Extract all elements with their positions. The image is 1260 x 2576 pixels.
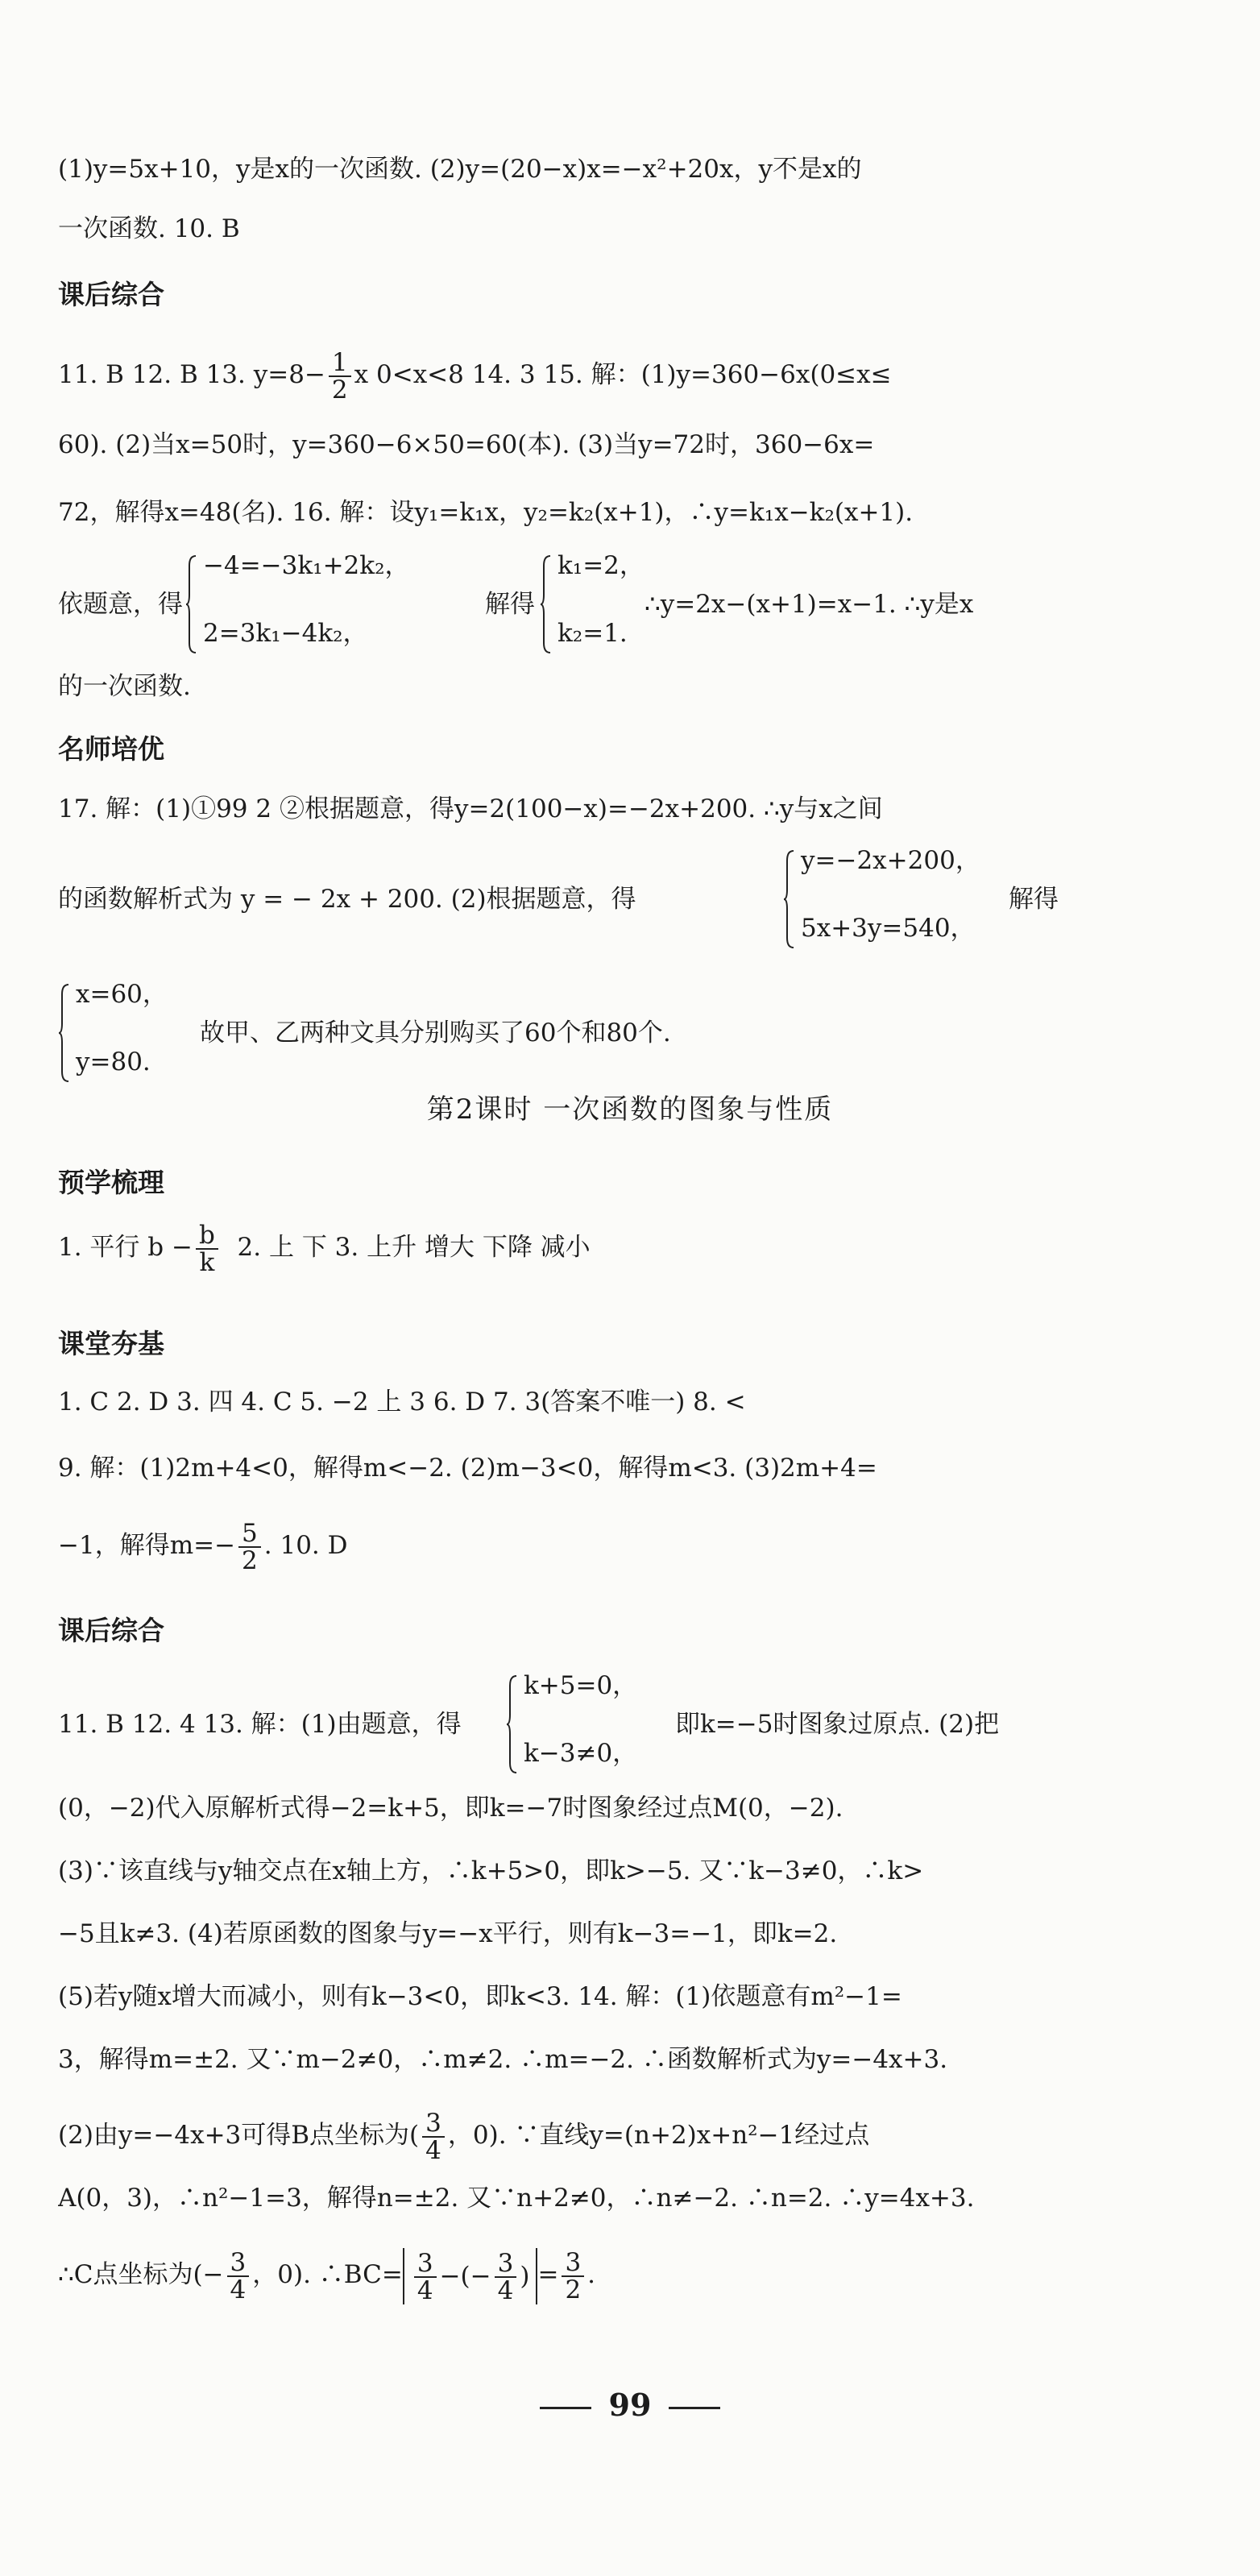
numerator: 3 bbox=[227, 2250, 250, 2277]
denominator: 4 bbox=[425, 2135, 441, 2165]
text-segment: 解得 bbox=[485, 590, 535, 619]
fraction bbox=[414, 2250, 437, 2304]
text-segment: 11. B 12. B 13. y=8− bbox=[58, 360, 325, 389]
numerator: 3 bbox=[495, 2250, 517, 2278]
text-segment: ，0). ∴BC= bbox=[252, 2260, 403, 2289]
equation: 5x+3y=540， bbox=[801, 914, 976, 943]
fraction bbox=[238, 1520, 261, 1574]
equation: 2=3k₁−4k₂， bbox=[203, 619, 368, 648]
numerator: 5 bbox=[238, 1520, 261, 1548]
denominator: k bbox=[199, 1247, 215, 1277]
fraction bbox=[329, 347, 351, 403]
text-line: (1)y=5x+10，y是x的一次函数. (2)y=(20−x)x=−x²+20x，y不是x的 bbox=[58, 155, 862, 184]
equation: y=−2x+200， bbox=[801, 846, 980, 875]
text-line: 3，解得m=±2. 又∵m−2≠0，∴m≠2. ∴m=−2. ∴函数解析式为y=−4x+3. bbox=[58, 2045, 948, 2074]
text-segment: (2)由y=−4x+3可得B点坐标为( bbox=[58, 2121, 420, 2150]
page-number bbox=[0, 2385, 1260, 2425]
text-line: 60). (2)当x=50时，y=360−6×50=60(本). (3)当y=72时，360−6x= bbox=[58, 430, 875, 459]
denominator: 2 bbox=[565, 2275, 582, 2304]
numerator: 3 bbox=[414, 2250, 437, 2278]
text-line: (5)若y随x增大而减小，则有k−3<0，即k<3. 14. 解：(1)依题意有m²−1= bbox=[58, 1982, 902, 2011]
left-brace-icon bbox=[58, 983, 69, 1083]
section-heading-kehou: 课后综合 bbox=[58, 1615, 164, 1646]
text-line bbox=[58, 2103, 1065, 2167]
text-segment: −(− bbox=[439, 2261, 491, 2291]
section-heading-ketang: 课堂夯基 bbox=[58, 1328, 164, 1359]
text-segment: 11. B 12. 4 13. 解：(1)由题意，得 bbox=[58, 1710, 462, 1739]
system-of-equations-line bbox=[58, 843, 1065, 956]
denominator: 2 bbox=[242, 1545, 258, 1575]
section-heading-kehou: 课后综合 bbox=[58, 279, 164, 310]
text-segment: ∴y=2x−(x+1)=x−1. ∴y是x bbox=[645, 590, 974, 619]
system-of-equations-line bbox=[58, 548, 1065, 661]
section-heading-yuxue: 预学梳理 bbox=[58, 1167, 164, 1198]
text-line: 的一次函数. bbox=[58, 672, 191, 701]
equation: k−3≠0， bbox=[524, 1739, 638, 1768]
text-line: 1. C 2. D 3. 四 4. C 5. −2 上 3 6. D 7. 3(答案不唯一) 8. < bbox=[58, 1388, 746, 1417]
text-segment: . bbox=[587, 2260, 596, 2289]
denominator: 2 bbox=[331, 375, 348, 403]
text-line: A(0，3)，∴n²−1=3，解得n=±2. 又∵n+2≠0，∴n≠−2. ∴n=2. ∴y=4x+3. bbox=[58, 2184, 975, 2213]
numerator: 3 bbox=[562, 2250, 584, 2277]
fraction bbox=[422, 2110, 445, 2163]
left-brace-icon bbox=[783, 849, 794, 949]
denominator: 4 bbox=[497, 2276, 514, 2305]
text-segment: 依题意，得 bbox=[58, 590, 183, 619]
section-heading-mingshi: 名师培优 bbox=[58, 733, 164, 765]
text-line: (3)∵该直线与y轴交点在x轴上方，∴k+5>0，即k>−5. 又∵k−3≠0，∴k> bbox=[58, 1856, 924, 1885]
text-segment: 的函数解析式为 y = − 2x + 200. (2)根据题意，得 bbox=[58, 885, 636, 914]
page-number-value: 99 bbox=[608, 2387, 652, 2423]
text-line: −5且k≠3. (4)若原函数的图象与y=−x平行，则有k−3=−1，即k=2. bbox=[58, 1919, 838, 1948]
denominator: 4 bbox=[230, 2275, 247, 2304]
numerator: 3 bbox=[422, 2110, 445, 2138]
text-line: 一次函数. 10. B bbox=[58, 214, 240, 243]
system-of-equations-line bbox=[58, 977, 1065, 1089]
left-brace-icon bbox=[540, 554, 551, 654]
equation: k₁=2， bbox=[557, 551, 645, 580]
absolute-value bbox=[403, 2248, 538, 2304]
fraction bbox=[562, 2247, 584, 2304]
text-segment: 故甲、乙两种文具分别购买了60个和80个. bbox=[200, 1018, 671, 1047]
equation: −4=−3k₁+2k₂， bbox=[203, 551, 410, 580]
text-segment: 1. 平行 b − bbox=[58, 1233, 193, 1262]
text-segment: ∴C点坐标为(− bbox=[58, 2260, 224, 2289]
divider bbox=[669, 2407, 720, 2409]
left-brace-icon bbox=[506, 1674, 517, 1774]
text-line bbox=[58, 346, 1065, 403]
text-segment: ，0). ∵直线y=(n+2)x+n²−1经过点 bbox=[447, 2121, 870, 2150]
lesson-title: 第2课时 一次函数的图象与性质 bbox=[426, 1093, 834, 1126]
text-segment: 即k=−5时图象过原点. (2)把 bbox=[675, 1710, 1000, 1739]
text-segment: −1，解得m=− bbox=[58, 1531, 236, 1560]
numerator: b bbox=[196, 1222, 218, 1250]
text-line: 72，解得x=48(名). 16. 解：设y₁=k₁x，y₂=k₂(x+1)，∴y=k₁x−k₂(x+1). bbox=[58, 498, 914, 527]
text-line: 17. 解：(1)①99 2 ②根据题意，得y=2(100−x)=−2x+200. ∴y与x之间 bbox=[58, 794, 883, 823]
text-segment: . 10. D bbox=[263, 1531, 348, 1560]
fraction bbox=[196, 1222, 218, 1276]
text-segment: 2. 上 下 3. 上升 增大 下降 减小 bbox=[237, 1233, 591, 1262]
denominator: 4 bbox=[417, 2276, 433, 2305]
text-line bbox=[58, 1217, 1065, 1278]
text-line: 9. 解：(1)2m+4<0，解得m<−2. (2)m−3<0，解得m<3. (3)2m+4= bbox=[58, 1454, 877, 1483]
equation: k₂=1. bbox=[557, 619, 628, 648]
text-segment: x 0<x<8 14. 3 15. 解：(1)y=360−6x(0≤x≤ bbox=[354, 360, 892, 389]
divider bbox=[540, 2407, 591, 2409]
equation: k+5=0， bbox=[524, 1671, 638, 1700]
fraction bbox=[227, 2247, 250, 2304]
numerator: 1 bbox=[329, 350, 351, 377]
text-segment: = bbox=[537, 2260, 559, 2289]
text-line: (0，−2)代入原解析式得−2=k+5，即k=−7时图象经过点M(0，−2). bbox=[58, 1794, 843, 1823]
equation: y=80. bbox=[76, 1047, 151, 1076]
fraction bbox=[495, 2250, 517, 2304]
left-brace-icon bbox=[185, 554, 197, 654]
system-of-equations-line bbox=[58, 1668, 1065, 1781]
text-line bbox=[58, 1515, 1065, 1576]
text-line bbox=[58, 2240, 1065, 2309]
equation: x=60， bbox=[76, 980, 168, 1009]
text-segment: ) bbox=[520, 2261, 530, 2291]
text-segment: 解得 bbox=[1009, 885, 1059, 914]
